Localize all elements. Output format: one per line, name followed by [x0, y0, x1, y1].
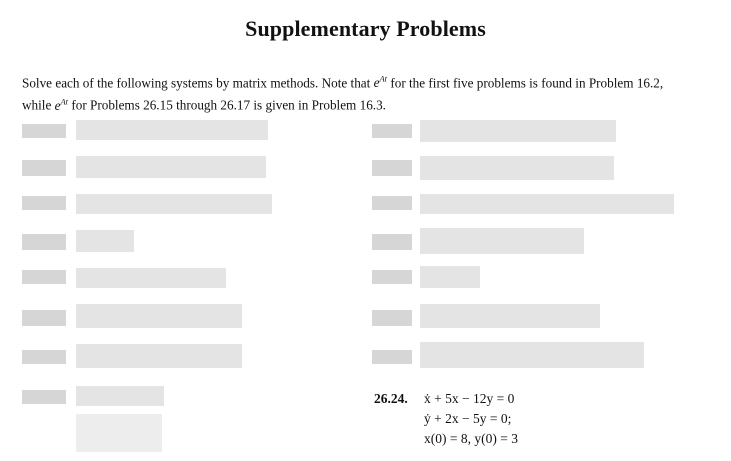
blurred-region: [22, 350, 66, 364]
blurred-region: [420, 304, 600, 328]
blurred-region: [76, 120, 268, 140]
blurred-region: [372, 196, 412, 210]
blurred-region: [76, 156, 266, 178]
blurred-region: [420, 266, 480, 288]
eat-symbol-2: $e^{At}$: [54, 96, 69, 113]
blurred-region: [22, 310, 66, 326]
equation-1: ẋ + 5x − 12y = 0: [424, 391, 515, 406]
blurred-region: [372, 350, 412, 364]
blurred-region: [76, 194, 272, 214]
blurred-region: [76, 414, 162, 452]
intro-text-1: Solve each of the following systems by matrix methods. Note that: [22, 75, 374, 91]
problem-number: 26.24.: [374, 391, 408, 406]
blurred-region: [372, 124, 412, 138]
section-title: Supplementary Problems: [245, 16, 486, 41]
intro-text-2: for the first five problems is found in Problem 16.2,: [387, 75, 664, 91]
blurred-region: [372, 234, 412, 250]
blurred-region: [22, 390, 66, 404]
blurred-region: [76, 386, 164, 406]
blurred-region: [372, 160, 412, 176]
intro-text-4: for Problems 26.15 through 26.17 is given in Problem 16.3.: [68, 97, 386, 113]
blurred-region: [76, 230, 134, 252]
blurred-region: [420, 194, 674, 214]
initial-conditions: x(0) = 8, y(0) = 3: [424, 431, 518, 446]
blurred-region: [22, 270, 66, 284]
blurred-region: [420, 228, 584, 254]
blurred-region: [22, 160, 66, 176]
blurred-region: [76, 344, 242, 368]
intro-text-3: while: [22, 97, 55, 113]
eat-symbol: $e^{At}$: [373, 74, 388, 91]
blurred-region: [372, 270, 412, 284]
blurred-region: [22, 124, 66, 138]
equation-2: ẏ + 2x − 5y = 0;: [424, 411, 512, 426]
intro-paragraph: [22, 70, 712, 115]
blurred-region: [420, 120, 616, 142]
blurred-region: [22, 196, 66, 210]
blurred-region: [76, 304, 242, 328]
blurred-region: [420, 156, 614, 180]
blurred-region: [22, 234, 66, 250]
blurred-region: [420, 342, 644, 368]
blurred-region: [76, 268, 226, 288]
blurred-region: [372, 310, 412, 326]
